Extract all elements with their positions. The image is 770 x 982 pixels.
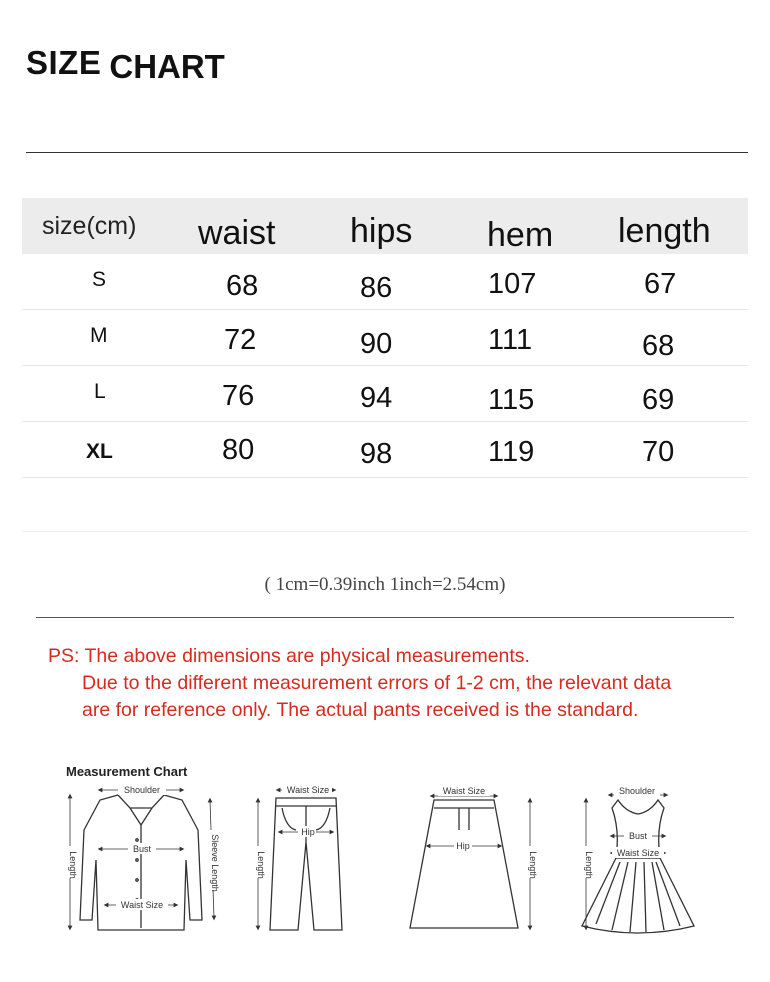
title-word-chart: CHART	[109, 48, 225, 85]
shirt-length-label: Length	[68, 851, 78, 879]
dress-length-label: Length	[584, 851, 594, 879]
length-cell: 67	[644, 268, 677, 300]
shirt-sleeve-label: Sleeve Length	[210, 834, 220, 892]
header-waist: waist	[198, 214, 276, 252]
top-divider	[26, 152, 748, 153]
waist-cell: 80	[222, 434, 255, 466]
size-cell: XL	[86, 440, 113, 463]
skirt-diagram-icon	[410, 796, 530, 928]
hips-cell: 90	[360, 328, 393, 360]
table-row	[22, 422, 748, 478]
length-cell: 70	[642, 436, 675, 468]
header-size: size(cm)	[42, 212, 137, 240]
header-length: length	[618, 212, 711, 250]
dress-bust-label: Bust	[628, 831, 648, 841]
table-header	[22, 198, 748, 254]
hem-cell: 107	[488, 268, 537, 300]
length-cell: 68	[642, 330, 675, 362]
size-cell: S	[92, 268, 107, 291]
pants-hip-label: Hip	[301, 827, 315, 837]
header-hips: hips	[350, 212, 413, 250]
header-hem: hem	[487, 216, 554, 254]
unit-conversion-note: ( 1cm=0.39inch 1inch=2.54cm)	[264, 574, 506, 595]
waist-cell: 68	[226, 270, 259, 302]
dress-shoulder-label: Shoulder	[618, 786, 656, 796]
hem-cell: 119	[488, 436, 535, 468]
ps-line-2: Due to the different measurement errors of 1-2 cm, the relevant data	[82, 672, 672, 694]
ps-note	[48, 643, 671, 724]
title-word-size: SIZE	[26, 44, 102, 81]
dress-diagram-icon	[582, 795, 694, 933]
hips-cell: 98	[360, 438, 393, 470]
size-chart-title	[26, 44, 225, 85]
table-row	[22, 310, 748, 366]
pants-diagram-icon	[258, 790, 342, 930]
hips-cell: 94	[360, 382, 393, 414]
table-row	[22, 254, 748, 310]
waist-cell: 72	[224, 324, 257, 356]
shirt-bust-label: Bust	[132, 844, 152, 854]
dress-waist-label: Waist Size	[616, 848, 660, 858]
size-cell: M	[90, 324, 108, 347]
skirt-hip-label: Hip	[456, 841, 470, 851]
hem-cell: 111	[488, 324, 533, 356]
ps-line-1: PS: The above dimensions are physical measurements.	[48, 645, 530, 667]
skirt-length-label: Length	[528, 851, 538, 879]
ps-line-3: are for reference only. The actual pants received is the standard.	[82, 699, 639, 721]
length-cell: 69	[642, 384, 675, 416]
skirt-waist-label: Waist Size	[442, 786, 486, 796]
hem-cell: 115	[488, 384, 535, 416]
pants-length-label: Length	[256, 851, 266, 879]
table-row	[22, 366, 748, 422]
hips-cell: 86	[360, 272, 393, 304]
measurement-chart-title: Measurement Chart	[66, 764, 188, 779]
size-table	[22, 198, 748, 478]
size-cell: L	[94, 380, 106, 403]
middle-divider	[36, 617, 734, 618]
shirt-shoulder-label: Shoulder	[123, 785, 161, 795]
table-bottom-line	[22, 531, 748, 532]
shirt-waist-label: Waist Size	[120, 900, 164, 910]
waist-cell: 76	[222, 380, 255, 412]
pants-waist-label: Waist Size	[286, 785, 330, 795]
measurement-diagrams	[0, 770, 770, 975]
